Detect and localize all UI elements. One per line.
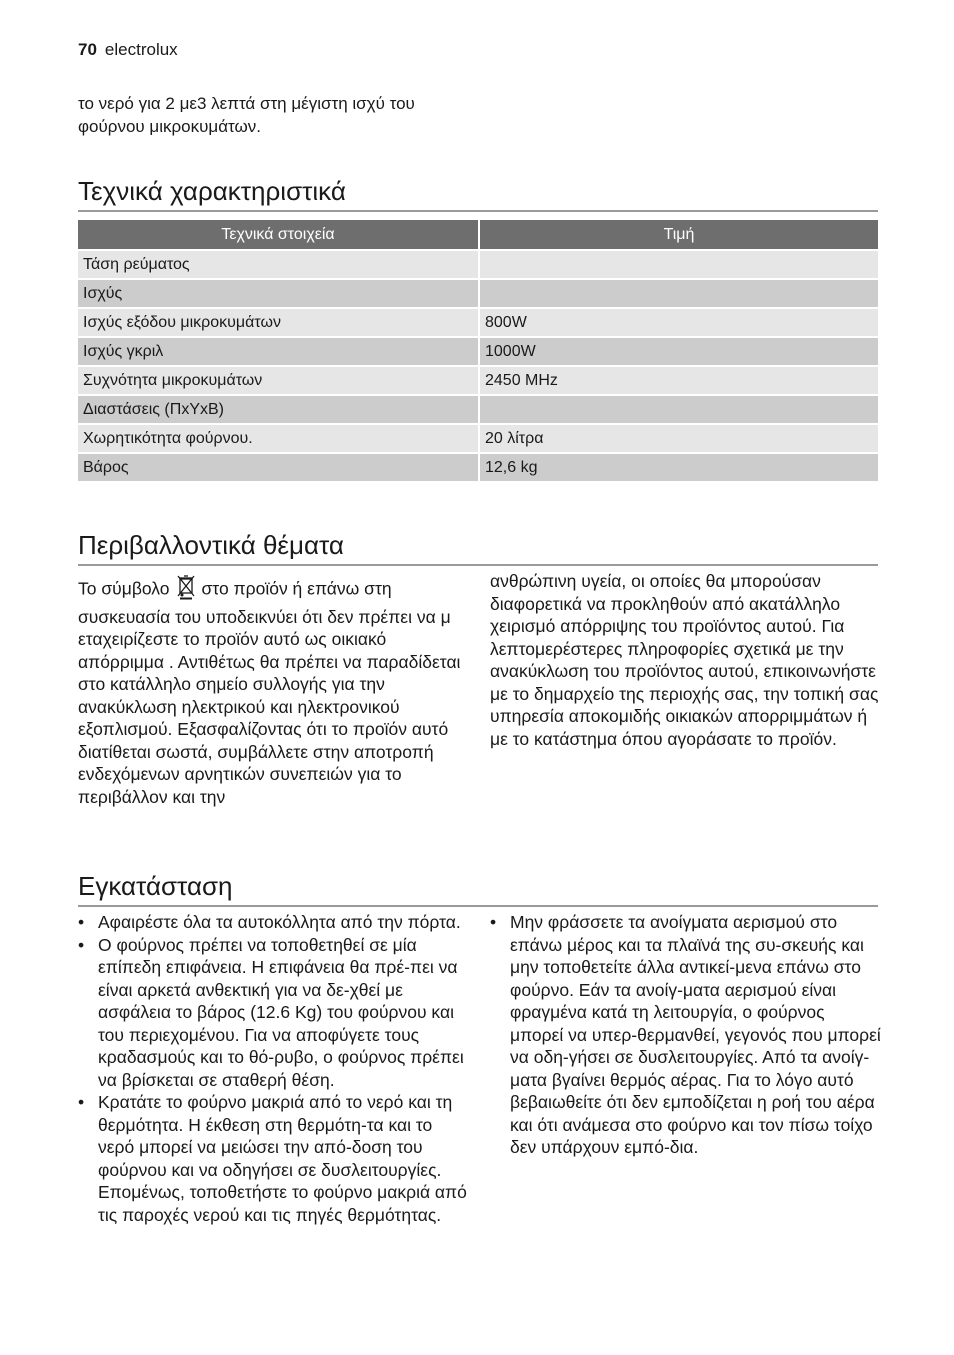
environment-text-rest: στο προϊόν ή επάνω στη συσκευασία του υποδεικνύει ότι δεν πρέπει να μ εταχειρίζεστε το προϊόν αυτό ως οικιακό απόρριμμα . Αντιθέτως θα πρέπει να παραδίδεται στο κατάλληλο σημείο συλλογής για την ανακύκλωση ηλεκτρικού και ηλεκτρονικού εξοπλισμού. Εξασφαλίζοντας ότι το προϊόν αυτό διατίθεται σωστά, συμβάλλετε στην αποτροπή ενδεχόμενων αρνητικών συνεπειών για το περιβάλλον και την <box>78 578 461 807</box>
tech-specs-title: Τεχνικά χαρακτηριστικά <box>78 176 878 212</box>
list-item: • Ο φούρνος πρέπει να τοποθετηθεί σε μία επίπεδη επιφάνεια. Η επιφάνεια θα πρέ-πει να είναι αρκετά ανθεκτική για να δε-χθεί με ασφάλεια το βάρος (12.6 Kg) του φούρνου και του περιεχομένου. Για να αποφύγετε τους κραδασμούς και το θό-ρυβο, ο φούρνος πρέπει να βρίσκεται σε σταθερή θέση. <box>78 934 468 1092</box>
spec-value <box>479 279 878 308</box>
spec-name: Βάρος <box>78 453 479 481</box>
spec-name: Ισχύς <box>78 279 479 308</box>
environment-text-start: Το σύμβολο <box>78 578 170 599</box>
page-header <box>78 40 178 60</box>
table-row <box>78 453 878 481</box>
list-item: • Κρατάτε το φούρνο μακριά από το νερό και τη θερμότητα. Η έκθεση στη θερμότη-τα και το νερό μπορεί να μειώσει την από-δοση του φούρνου και να οδηγήσει σε δυσλειτουργίες. Επομένως, τοποθετήστε το φούρνο μακριά από τις παροχές νερού και τις πηγές θερμότητας. <box>78 1091 468 1226</box>
table-row <box>78 424 878 453</box>
spec-value: 20 λίτρα <box>479 424 878 453</box>
column-header: Τεχνικά στοιχεία <box>78 220 479 250</box>
environment-title: Περιβαλλοντικά θέματα <box>78 530 878 566</box>
installation-title: Εγκατάσταση <box>78 871 878 907</box>
spec-value: 800W <box>479 308 878 337</box>
spec-name: Χωρητικότητα φούρνου. <box>78 424 479 453</box>
environment-left-column <box>78 574 470 808</box>
column-header: Τιμή <box>479 220 878 250</box>
spec-name: Διαστάσεις (ΠxΥxΒ) <box>78 395 479 424</box>
intro-text: το νερό για 2 με3 λεπτά στη μέγιστη ισχύ του φούρνου μικροκυμάτων. <box>78 94 415 136</box>
spec-value: 1000W <box>479 337 878 366</box>
spec-value <box>479 250 878 279</box>
spec-value <box>479 395 878 424</box>
tech-specs-table <box>78 220 878 481</box>
spec-name: Τάση ρεύματος <box>78 250 479 279</box>
spec-name: Ισχύς εξόδου μικροκυμάτων <box>78 308 479 337</box>
spec-name: Ισχύς γκριλ <box>78 337 479 366</box>
spec-value: 2450 MHz <box>479 366 878 395</box>
table-row <box>78 366 878 395</box>
page-number: 70 <box>78 40 97 59</box>
list-item: • Μην φράσσετε τα ανοίγματα αερισμού στο επάνω μέρος και τα πλαϊνά της συ-σκευής και μην τοποθετείτε άλλα αντικεί-μενα επάνω στο φούρνο. Εάν τα ανοίγ-ματα αερισμού είναι φραγμένα κατά τη λειτουργία, ο φούρνος μπορεί να υπερ-θερμανθεί, γεγονός που μπορεί να οδη-γήσει σε δυσλειτουργίες. Από τα ανοίγ-ματα βγαίνει θερμός αέρας. Για το λόγο αυτό βεβαιωθείτε ότι δεν εμποδίζεται η ροή του αέρα και ότι ανάμεσα στο φούρνο και τον πίσω τοίχο δεν υπάρχουν εμπό-δια. <box>490 911 882 1159</box>
crossed-out-wheeled-bin-icon <box>176 574 196 606</box>
spec-name: Συχνότητα μικροκυμάτων <box>78 366 479 395</box>
table-row <box>78 279 878 308</box>
environment-right-column <box>490 570 882 750</box>
spec-value: 12,6 kg <box>479 453 878 481</box>
table-row <box>78 250 878 279</box>
list-item: • Αφαιρέστε όλα τα αυτοκόλλητα από την πόρτα. <box>78 911 468 934</box>
brand-name: electrolux <box>104 40 178 59</box>
environment-text-continued: ανθρώπινη υγεία, οι οποίες θα μπορούσαν διαφορετικά να προκληθούν από ακατάλληλο χειρισμό απόρριψης του προϊόντος αυτού. Για λεπτομερέστερες πληροφορίες σχετικά με την ανακύκλωση του προϊόντος αυτού, επικοινωνήστε με το δημαρχείο της περιοχής σας, την τοπική σας υπηρεσία αποκομιδής οικιακών απορριμμάτων ή με το κατάστημα όπου αγοράσατε το προϊόν. <box>490 571 879 749</box>
table-row <box>78 395 878 424</box>
installation-right-column <box>490 911 882 1159</box>
table-row <box>78 308 878 337</box>
table-row <box>78 337 878 366</box>
installation-left-column <box>78 911 468 1226</box>
